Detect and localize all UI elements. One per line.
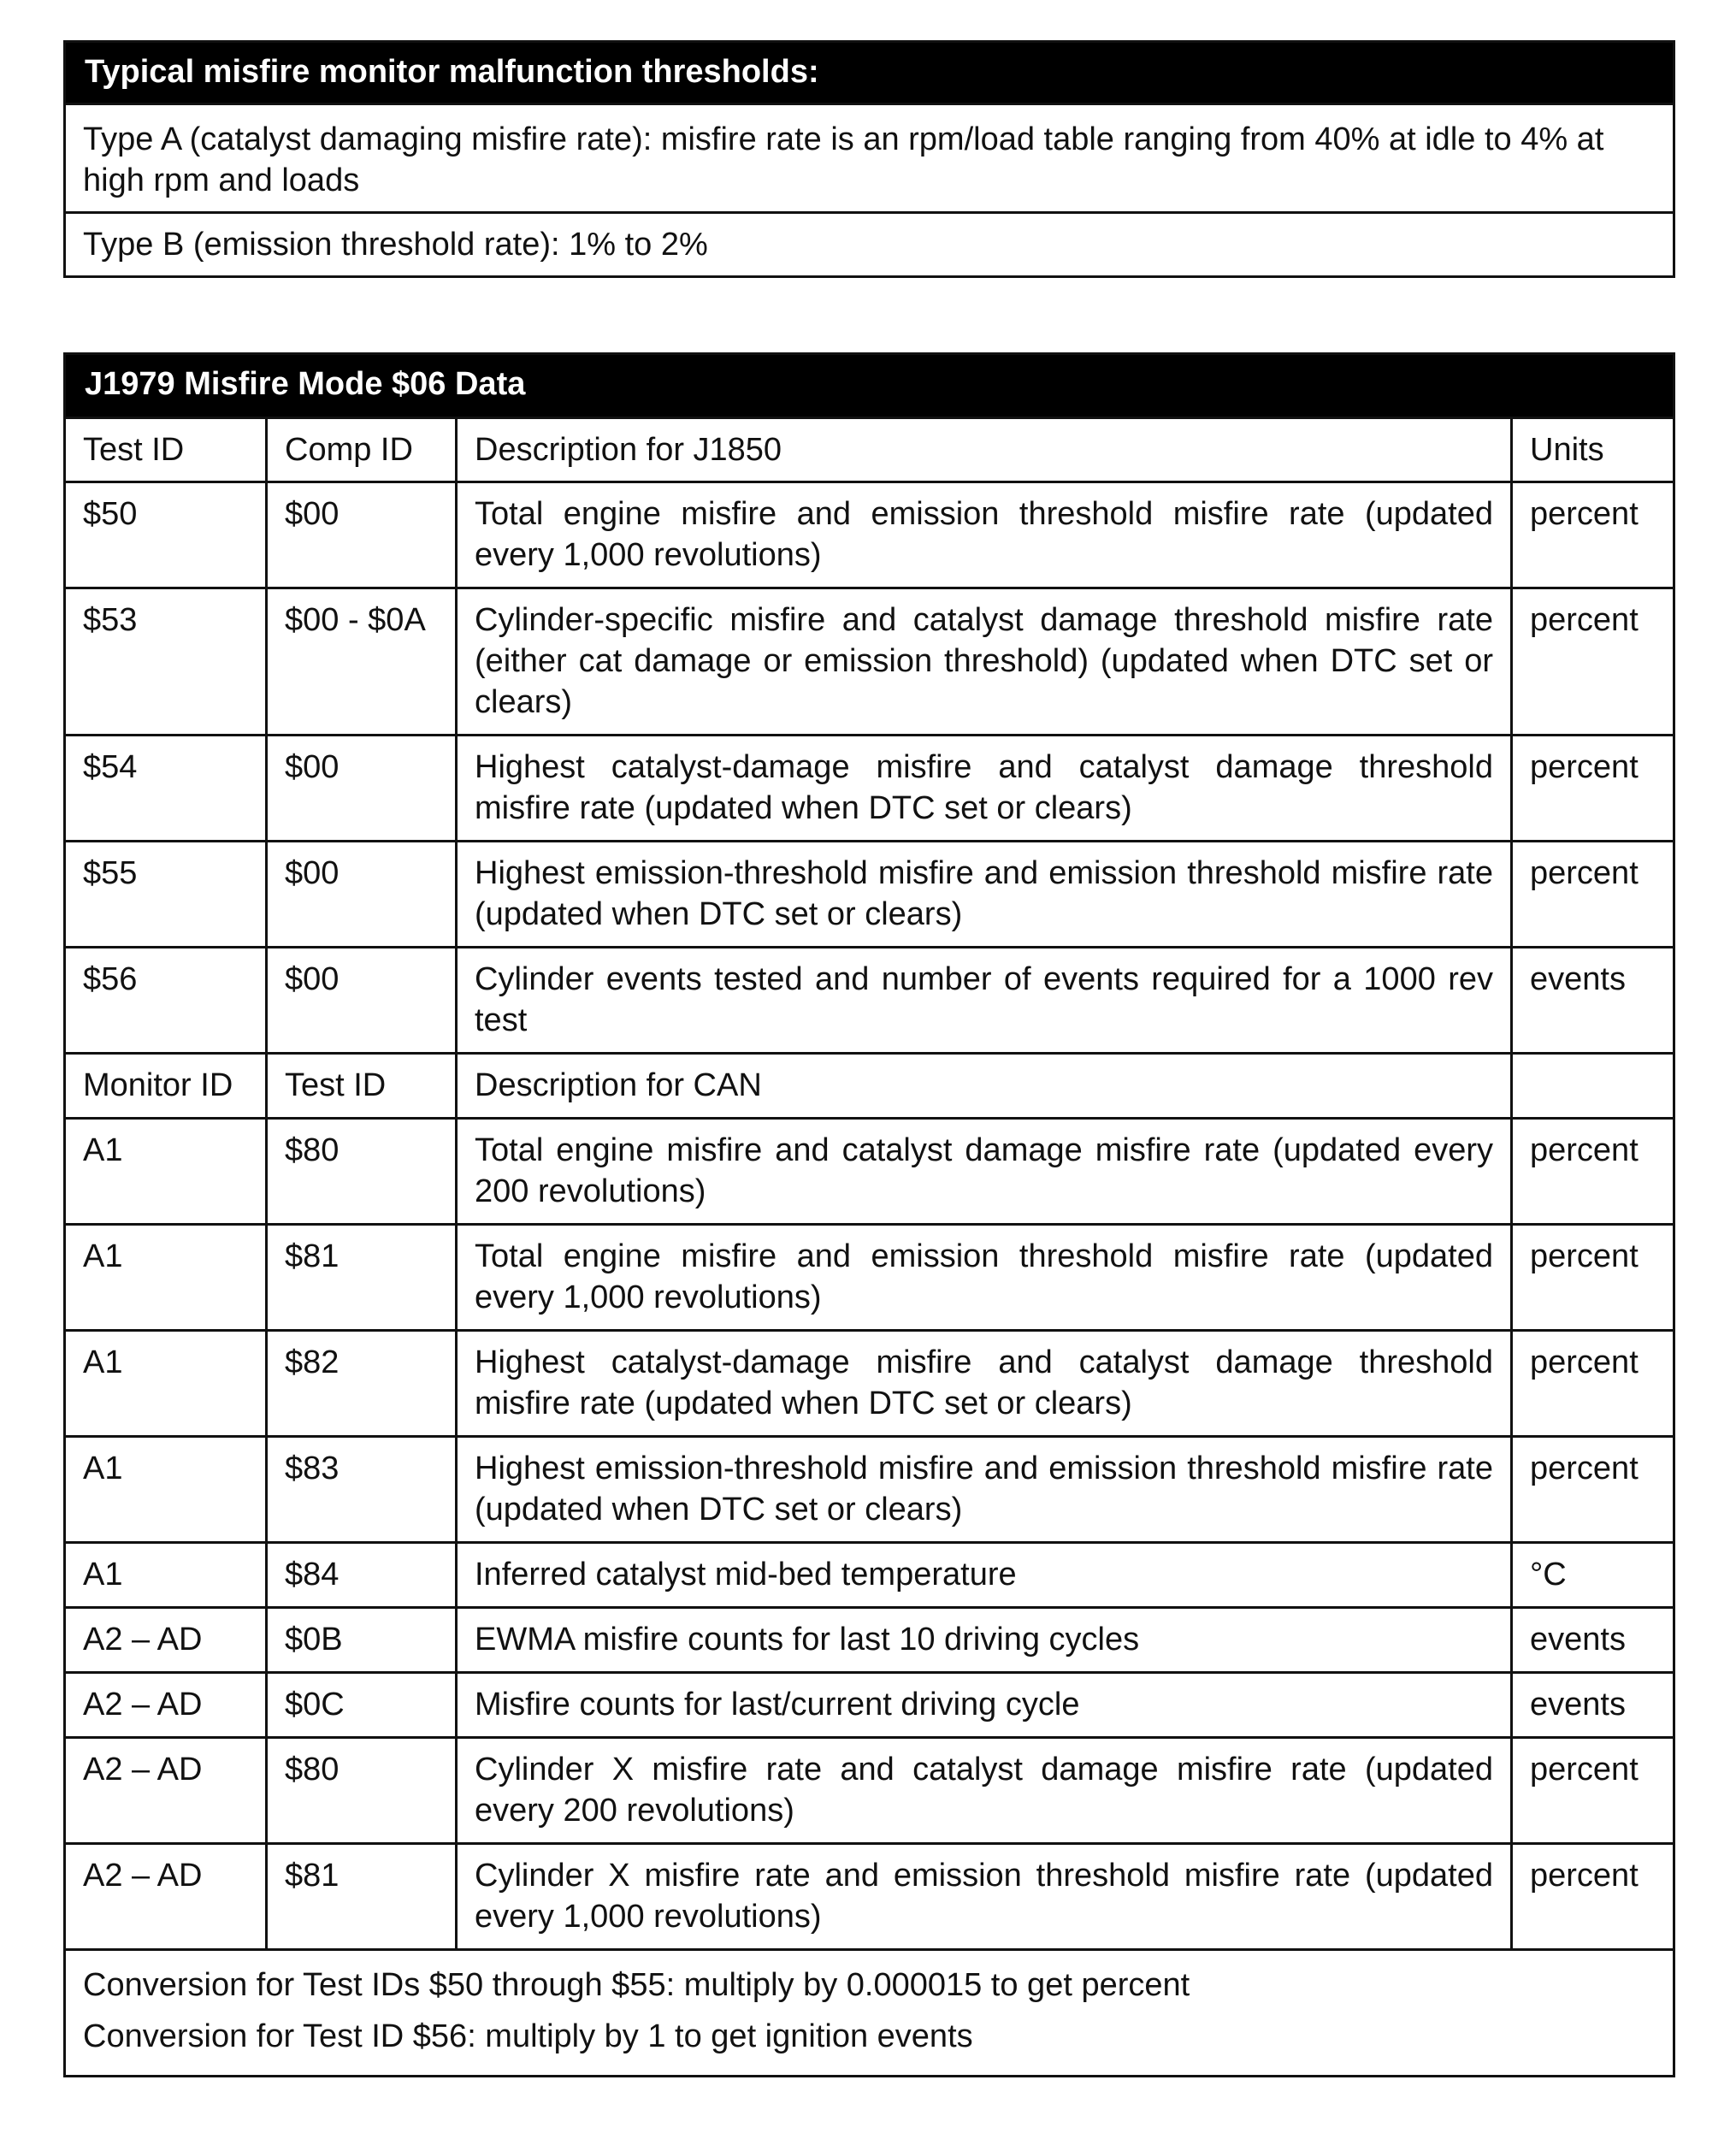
comp-id-cell: $00 [267,736,457,842]
mode06-title: J1979 Misfire Mode $06 Data [65,354,1674,418]
monitor-id-cell: A2 – AD [65,1608,267,1673]
mode06-data-table [63,352,1675,2077]
test-id-cell: $50 [65,482,267,588]
type-b-threshold: Type B (emission threshold rate): 1% to 2% [65,213,1674,277]
misfire-thresholds-table [63,40,1675,278]
monitor-id-cell: A1 [65,1119,267,1225]
test-id-cell: $81 [267,1225,457,1331]
table-row [65,1225,1674,1331]
description-cell: Cylinder-specific misfire and catalyst damage threshold misfire rate (either cat damage or emission threshold) (updated when DTC set or clears) [457,588,1512,736]
table-row [65,1844,1674,1950]
table-row [65,842,1674,948]
description-cell: Total engine misfire and catalyst damage misfire rate (updated every 200 revolutions) [457,1119,1512,1225]
column-header: Test ID [267,1054,457,1119]
monitor-id-cell: A1 [65,1225,267,1331]
column-header: Monitor ID [65,1054,267,1119]
units-cell: percent [1512,1437,1674,1543]
monitor-id-cell: A2 – AD [65,1844,267,1950]
test-id-cell: $80 [267,1119,457,1225]
description-cell: Highest emission-threshold misfire and emission threshold misfire rate (updated when DTC set or clears) [457,842,1512,948]
column-header [1512,1054,1674,1119]
description-cell: Cylinder X misfire rate and catalyst damage misfire rate (updated every 200 revolutions) [457,1738,1512,1844]
table-row [65,1331,1674,1437]
units-cell: percent [1512,588,1674,736]
j1850-header-row [65,418,1674,482]
comp-id-cell: $00 [267,842,457,948]
column-header: Test ID [65,418,267,482]
table-row [65,482,1674,588]
table-row [65,588,1674,736]
description-cell: Total engine misfire and emission threshold misfire rate (updated every 1,000 revolutions) [457,1225,1512,1331]
units-cell: percent [1512,1119,1674,1225]
monitor-id-cell: A2 – AD [65,1738,267,1844]
conversion-notes [65,1950,1674,2077]
table-row [65,1738,1674,1844]
comp-id-cell: $00 - $0A [267,588,457,736]
table-row [65,1437,1674,1543]
units-cell: events [1512,1608,1674,1673]
units-cell: percent [1512,1738,1674,1844]
description-cell: Inferred catalyst mid-bed temperature [457,1543,1512,1608]
description-cell: Total engine misfire and emission threshold misfire rate (updated every 1,000 revolutions) [457,482,1512,588]
type-a-threshold: Type A (catalyst damaging misfire rate): misfire rate is an rpm/load table ranging from 40% at idle to 4% at high rpm and loads [65,104,1674,213]
column-header: Units [1512,418,1674,482]
monitor-id-cell: A1 [65,1437,267,1543]
description-cell: Cylinder X misfire rate and emission threshold misfire rate (updated every 1,000 revolutions) [457,1844,1512,1950]
units-cell: percent [1512,1844,1674,1950]
table-row [65,1119,1674,1225]
description-cell: EWMA misfire counts for last 10 driving cycles [457,1608,1512,1673]
units-cell: events [1512,1673,1674,1738]
monitor-id-cell: A1 [65,1543,267,1608]
monitor-id-cell: A2 – AD [65,1673,267,1738]
units-cell: °C [1512,1543,1674,1608]
test-id-cell: $53 [65,588,267,736]
test-id-cell: $80 [267,1738,457,1844]
units-cell: percent [1512,736,1674,842]
conversion-note: Conversion for Test ID $56: multiply by 1 to get ignition events [83,2018,973,2054]
comp-id-cell: $00 [267,482,457,588]
units-cell: percent [1512,1225,1674,1331]
description-cell: Misfire counts for last/current driving cycle [457,1673,1512,1738]
test-id-cell: $0B [267,1608,457,1673]
conversion-note: Conversion for Test IDs $50 through $55: multiply by 0.000015 to get percent [83,1967,1190,2003]
table-row [65,736,1674,842]
test-id-cell: $56 [65,948,267,1054]
can-header-row [65,1054,1674,1119]
units-cell: percent [1512,1331,1674,1437]
test-id-cell: $84 [267,1543,457,1608]
description-cell: Highest emission-threshold misfire and emission threshold misfire rate (updated when DTC set or clears) [457,1437,1512,1543]
test-id-cell: $82 [267,1331,457,1437]
units-cell: percent [1512,842,1674,948]
table-row [65,1543,1674,1608]
description-cell: Cylinder events tested and number of events required for a 1000 rev test [457,948,1512,1054]
monitor-id-cell: A1 [65,1331,267,1437]
units-cell: percent [1512,482,1674,588]
thresholds-title: Typical misfire monitor malfunction thresholds: [65,42,1674,104]
units-cell: events [1512,948,1674,1054]
table-row [65,1608,1674,1673]
comp-id-cell: $00 [267,948,457,1054]
description-cell: Highest catalyst-damage misfire and catalyst damage threshold misfire rate (updated when DTC set or clears) [457,736,1512,842]
test-id-cell: $55 [65,842,267,948]
table-row [65,1673,1674,1738]
footnote-row [65,1950,1674,2077]
description-cell: Highest catalyst-damage misfire and catalyst damage threshold misfire rate (updated when DTC set or clears) [457,1331,1512,1437]
column-header: Comp ID [267,418,457,482]
column-header: Description for J1850 [457,418,1512,482]
column-header: Description for CAN [457,1054,1512,1119]
table-row [65,948,1674,1054]
test-id-cell: $54 [65,736,267,842]
test-id-cell: $81 [267,1844,457,1950]
test-id-cell: $83 [267,1437,457,1543]
test-id-cell: $0C [267,1673,457,1738]
